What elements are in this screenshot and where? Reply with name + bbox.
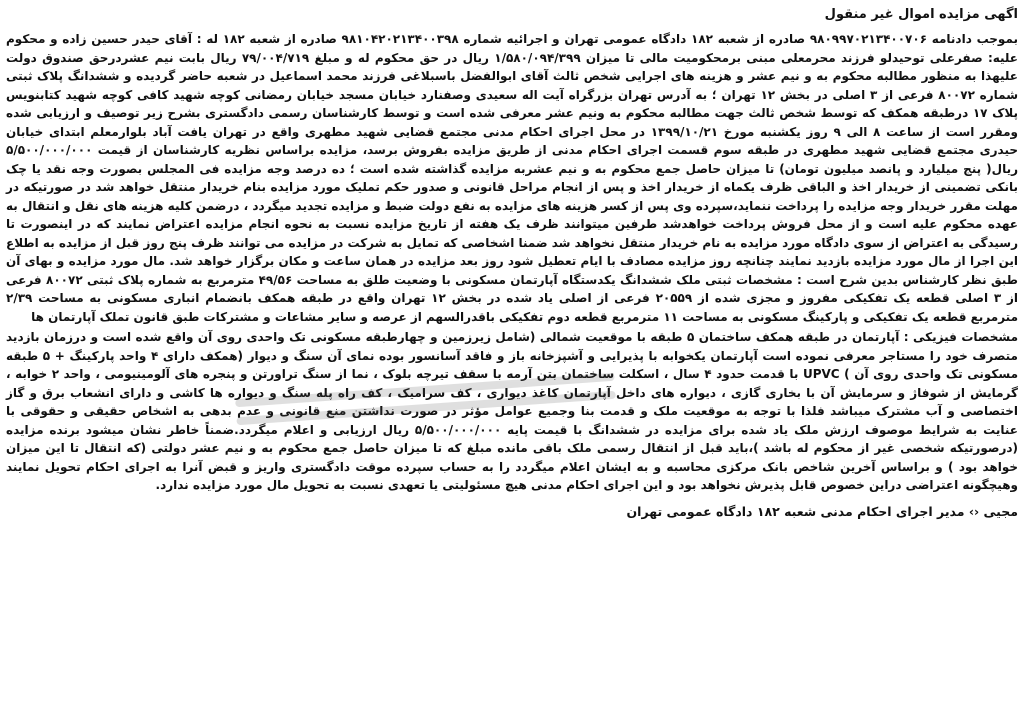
notice-title: اگهی مزایده اموال غیر منقول	[824, 7, 1018, 22]
notice-signature: مجیی ‹› مدیر اجرای احکام مدنی شعبه ۱۸۲ دادگاه عمومی تهران	[626, 503, 1018, 519]
notice-page	[6, 4, 1018, 724]
notice-paragraph-physical-specs: مشخصات فیزیکی : آپارتمان در طبقه همکف ساختمان ۵ طبقه با موقعیت شمالی (شامل زیرزمین و چهارطبقه مسکونی تک واحدی روی آن واقع شده است و درزمان بازدید متصرف خود را مستاجر معرفی نموده است آپارتمان یکخوابه با پذیرایی و آشپزخانه باز و فاقد آسانسور بوده نمای آن سنگ و دیوار (همکف دارای ۴ واحد پارکینگ + ۵ طبقه مسکونی تک واحدی روی آن ) UPVC با قدمت حدود ۴ سال ، اسکلت ساختمان بتن آرمه با سقف تیرچه بلوک ، نما از سنگ تراورتن و پنجره های آلومینیومی ، واحد ۲ خوابه ، گرمایش از شوفاژ و سرمایش آن با بخاری گازی ، دیواره های داخل آپارتمان کاغذ دیواری ، کف سرامیک ، کف راه پله سنگ و دیواره ها کاشی و دارای انشعاب برق و گاز اختصاصی و آب مشترک میباشد فلذا با توجه به موقعیت ملک و قدمت بنا وجمیع عوامل مؤثر در صورت نداشتن منع قانونی و عدم بدهی به اشخاص حقیقی و حقوقی با عنایت به شرایط موصوف ارزش ملک یاد شده برای مزایده در ششدانگ با قیمت پایه ۵/۵۰۰/۰۰۰/۰۰۰ ریال ارزیابی و اعلام میگردد.ضمناً خاطر نشان میشود برنده مزایده (درصورتیکه شخصی غیر از محکوم له باشد )،باید قبل از انتقال رسمی ملک باقی مانده مبلغ که تا میزان حاصل جمع محکوم به و نیم عشر دولتی (که انتقال تا این میزان خواهد بود ) و براساس آخرین شاخص بانک مرکزی محاسبه و به ایشان اعلام میگردد را به حساب سپرده موقت دادگستری واریز و قبض آنرا به اجرای احکام تحویل نمایند وهیچگونه اعتراضی دراین خصوص قابل پذیرش نخواهد بود و این اجرای احکام مدنی هیچ مسئولیتی یا تعهدی نسبت به تحویل مال مورد مزایده ندارد.	[6, 330, 1018, 492]
notice-paragraph-main: بموجب دادنامه ۹۸۰۹۹۷۰۲۱۳۴۰۰۷۰۶ صادره از شعبه ۱۸۲ دادگاه عمومی تهران و اجرائیه شماره ۹۸۱۰۴۲۰۲۱۳۴۰۰۳۹۸ صادره از شعبه ۱۸۲ له : آقای حیدر حسین زاده و محکوم علیه: صفرعلی توحیدلو فرزند محرمعلی مبنی برمحکومیت مالی تا میزان ۱/۵۸۰/۰۹۴/۳۹۹ ریال در حق محکوم له و مبلغ ۷۹/۰۰۴/۷۱۹ ریال بابت نیم عشردرحق صندوق دولت علیهذا به منظور مطالبه محکوم به و نیم عشر و هزینه های اجرایی شخص ثالث آقای ابوالفضل باسبلاغی فرزند محمد اسماعیل در شعبه حاضر گردیده و ششدانگ پلاک ثبتی شماره ۸۰۰۷۲ فرعی از ۳ اصلی در بخش ۱۲ تهران ؛ به آدرس تهران بزرگراه آیت اله سعیدی وصفنارد خیابان مسجد خیابان رمضانی کوچه شهید کافی کوچه شهید کتابنویس پلاک ۱۷ درطبقه همکف که توسط شخص ثالث جهت مطالبه محکوم به ونیم عشر معرفی شده است و توسط کارشناسان رسمی دادگستری بشرح زیر توصیف و ارزیابی شده ومقرر است از ساعت ۸ الی ۹ روز یکشنبه مورخ ۱۳۹۹/۱۰/۲۱ در محل اجرای احکام مدنی مجتمع قضایی شهید مطهری واقع در تهران یافت آباد بلوارمعلم ابتدای خیابان حیدری مجتمع قضایی شهید مطهری در طبقه سوم قسمت اجرای احکام مدنی از طریق مزایده بفروش برسد، مزایده براساس نظریه کارشناسان از قیمت ۵/۵۰۰/۰۰۰/۰۰۰ ریال( پنج میلیارد و پانصد میلیون تومان) تا میزان حاصل جمع محکوم به و نیم عشربه مزایده گذاشته شده است ؛ ده درصد وجه مزایده فی المجلس بصورت وجه نقد یا چک بانکی تضمینی از خریدار اخذ و الباقی ظرف یکماه از خریدار اخذ و پس از انجام مراحل قانونی و صدور حکم تملیک مورد مزایده بنام خریدار منتقل خواهد شد در صورتیکه در مهلت مقرر خریدار وجه مزایده را پرداخت ننماید،سپرده وی پس از کسر هزینه های مزایده به نفع دولت ضبط و مزایده تجدید میگردد ، درضمن کلیه هزینه های نقل و انتقال به عهده محکوم علیه است و از محل فروش پرداخت خواهدشد طرفین میتوانند ظرف یک هفته از تاریخ مزایده نسبت به نحوه انجام مزایده اعتراض نمایند که در اینصورت تا رسیدگی به اعتراض از سوی دادگاه مورد مزایده به نام خریدار منتقل نخواهد شد ضمنا اشخاصی که تمایل به شرکت در مزایده می توانند ظرف پنج روز قبل از مزایده به اطلاع این اجرا از مال مورد مزایده بازدید نمایند چنانچه روز مزایده مصادف با ایام تعطیل شود روز بعد مزایده در همان ساعت و مکان برگزار خواهد شد. مال مورد مزایده و بهای آن طبق نظر کارشناس بدین شرح است : مشخصات ثبتی ملک ششدانگ یکدستگاه آپارتمان مسکونی با وضعیت طلق به مساحت ۴۹/۵۶ مترمربع به شماره پلاک ثبتی ۸۰۰۷۲ فرعی از ۳ اصلی قطعه یک تفکیکی مفروز و مجزی شده از ۲۰۵۵۹ فرعی از اصلی یاد شده در بخش ۱۲ تهران واقع در طبقه همکف بانضمام انباری مسکونی به مساحت ۲/۳۹ مترمربع قطعه یک تفکیکی و پارکینگ مسکونی به مساحت ۱۱ مترمربع قطعه دوم تفکیکی باقدرالسهم از عرصه و سایر مشاعات و مشترکات طبق قانون تملک آپارتمان ها	[6, 32, 1019, 324]
